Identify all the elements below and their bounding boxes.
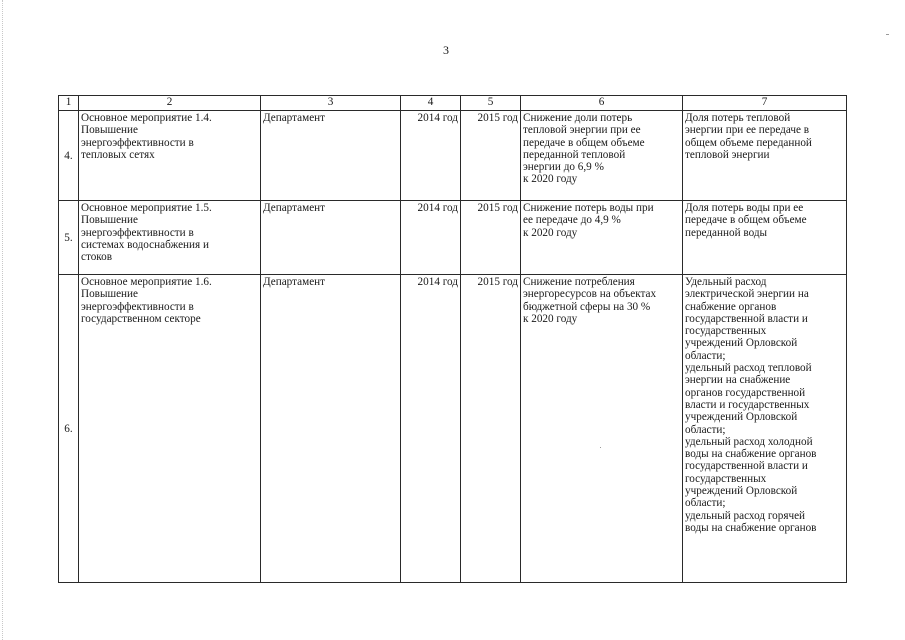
measure-cell	[79, 275, 261, 583]
scan-edge-mark	[2, 0, 4, 640]
indicator-line: удельный расход тепловой	[685, 362, 812, 375]
indicator-line: удельный расход холодной	[685, 435, 813, 448]
indicator-line: энергии на снабжение	[685, 374, 791, 387]
result-cell	[521, 275, 683, 583]
result-cell	[521, 111, 683, 201]
indicator-line: учреждений Орловской	[685, 411, 798, 424]
column-header: 1	[59, 96, 79, 111]
result-line: передаче в общем объеме	[523, 136, 645, 149]
indicator-line: переданной воды	[685, 226, 768, 239]
page-number: 3	[443, 43, 449, 57]
row-number: 5.	[59, 201, 79, 275]
row-number: 6.	[59, 275, 79, 583]
column-header: 3	[261, 96, 401, 111]
measure-line: системах водоснабжения и	[81, 238, 209, 251]
indicator-line: удельный расход горячей	[685, 509, 806, 522]
column-header: 4	[401, 96, 461, 111]
result-line: энергоресурсов на объектах	[523, 288, 657, 301]
measure-line: Повышение	[81, 124, 138, 137]
measure-line: тепловых сетях	[81, 148, 155, 161]
measure-line: энергоэффективности в	[81, 226, 194, 239]
column-header: 5	[461, 96, 521, 111]
measures-table	[58, 95, 847, 583]
indicator-line: снабжение органов	[685, 300, 777, 313]
column-header: 6	[521, 96, 683, 111]
measure-cell	[79, 201, 261, 275]
scan-speck	[886, 34, 889, 35]
result-line: бюджетной сферы на 30 %	[523, 300, 651, 313]
measure-cell	[79, 111, 261, 201]
executor-cell: Департамент	[261, 201, 401, 275]
column-header: 2	[79, 96, 261, 111]
executor-cell: Департамент	[261, 275, 401, 583]
measure-line: Основное мероприятие 1.5.	[81, 202, 212, 214]
indicator-line: воды на снабжение органов	[685, 448, 817, 461]
result-line: ее передаче до 4,9 %	[523, 214, 621, 227]
measure-line: стоков	[81, 251, 113, 264]
indicator-line: учреждений Орловской	[685, 337, 798, 350]
indicator-line: государственных	[685, 472, 767, 485]
start-year-cell: 2014 год	[401, 201, 461, 275]
indicator-line: учреждений Орловской	[685, 485, 798, 498]
result-cell	[521, 201, 683, 275]
table-row	[59, 201, 847, 275]
end-year-cell: 2015 год	[461, 201, 521, 275]
start-year-cell: 2014 год	[401, 275, 461, 583]
indicator-line: тепловой энергии	[685, 148, 770, 161]
table-row	[59, 275, 847, 583]
executor-cell: Департамент	[261, 111, 401, 201]
measure-line: Основное мероприятие 1.6.	[81, 276, 212, 288]
result-line: к 2020 году	[523, 173, 578, 186]
result-line: Снижение потребления	[523, 276, 635, 288]
indicator-line: электрической энергии на	[685, 288, 809, 301]
indicator-line: государственной власти и	[685, 312, 808, 325]
result-line: к 2020 году	[523, 312, 578, 325]
result-line: энергии до 6,9 %	[523, 161, 604, 174]
table-header-row	[59, 96, 847, 111]
measure-line: Повышение	[81, 214, 138, 227]
start-year-cell: 2014 год	[401, 111, 461, 201]
result-line: тепловой энергии при ее	[523, 124, 641, 137]
measure-line: государственном секторе	[81, 312, 201, 325]
indicator-line: области;	[685, 349, 726, 362]
indicator-line: государственных	[685, 325, 767, 338]
indicator-line: воды на снабжение органов	[685, 521, 817, 534]
indicator-line: энергии при ее передаче в	[685, 124, 810, 137]
indicator-line: передаче в общем объеме	[685, 214, 807, 227]
result-line: переданной тепловой	[523, 148, 626, 161]
end-year-cell: 2015 год	[461, 275, 521, 583]
measure-line: Повышение	[81, 288, 138, 301]
result-line: Снижение доли потерь	[523, 112, 633, 124]
indicator-line: Доля потерь воды при ее	[685, 202, 804, 214]
measure-line: энергоэффективности в	[81, 136, 194, 149]
indicator-line: области;	[685, 423, 726, 436]
result-line: к 2020 году	[523, 226, 578, 239]
indicator-cell	[683, 201, 847, 275]
measure-line: Основное мероприятие 1.4.	[81, 112, 212, 124]
row-number: 4.	[59, 111, 79, 201]
indicator-line: Доля потерь тепловой	[685, 112, 791, 124]
measure-line: энергоэффективности в	[81, 300, 194, 313]
column-header: 7	[683, 96, 847, 111]
indicator-line: органов государственной	[685, 386, 806, 399]
indicator-line: области;	[685, 497, 726, 510]
end-year-cell: 2015 год	[461, 111, 521, 201]
indicator-cell	[683, 111, 847, 201]
table-row	[59, 111, 847, 201]
indicator-line: власти и государственных	[685, 398, 810, 411]
indicator-cell	[683, 275, 847, 583]
indicator-line: Удельный расход	[685, 276, 767, 288]
indicator-line: государственной власти и	[685, 460, 808, 473]
result-line: Снижение потерь воды при	[523, 202, 654, 214]
indicator-line: общем объеме переданной	[685, 136, 812, 149]
